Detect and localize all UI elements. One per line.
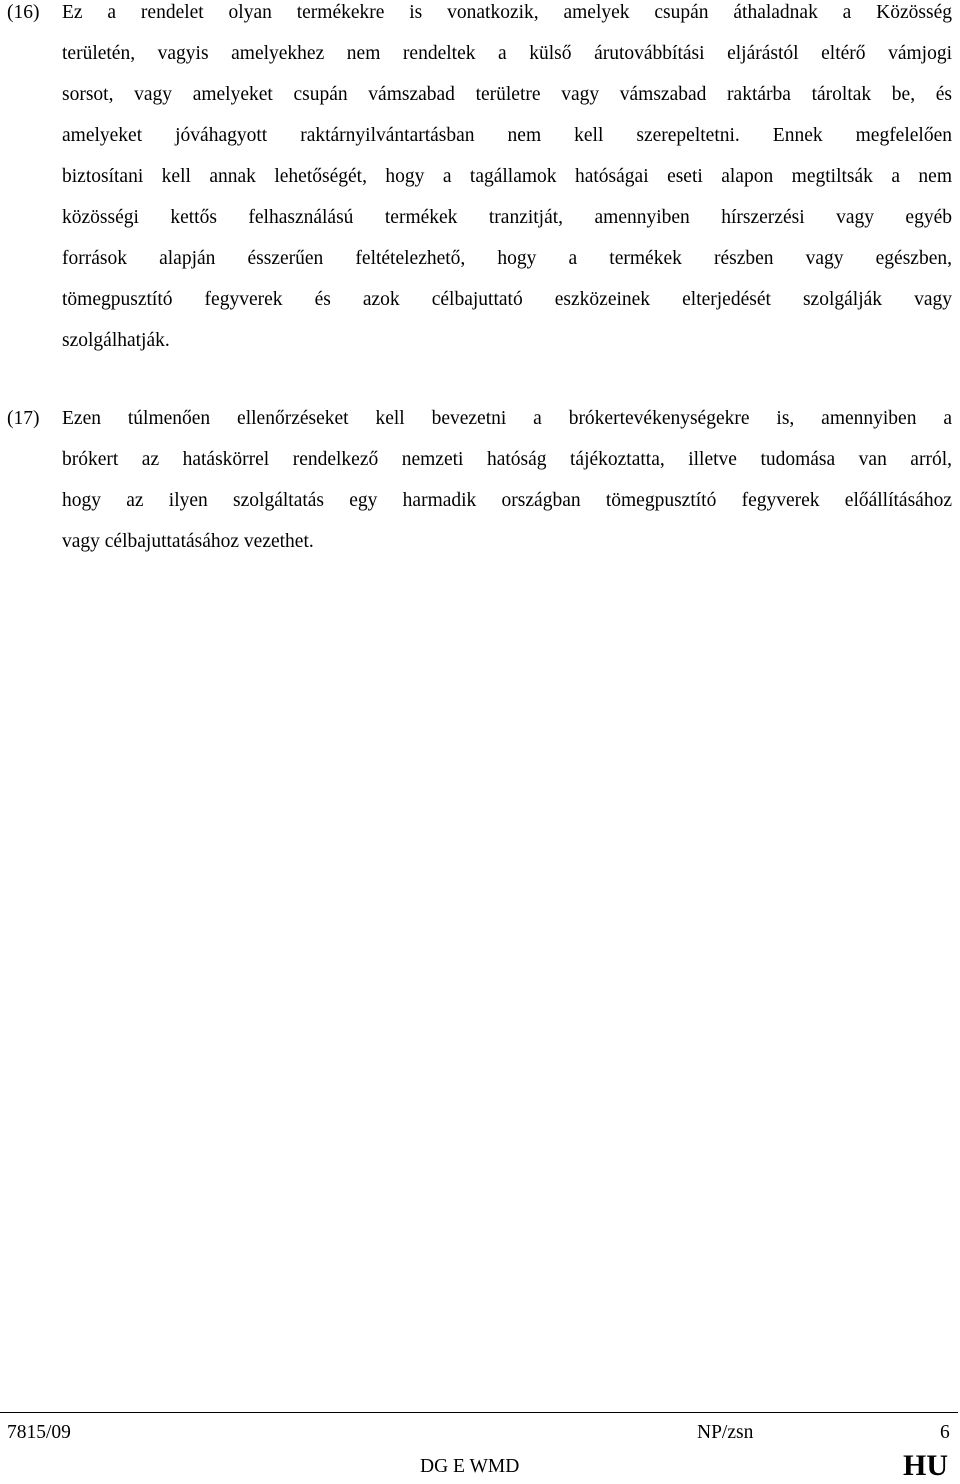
text-line: tömegpusztító fegyverek és azok célbajuttató eszközeinek elterjedését szolgálják vagy (62, 289, 952, 310)
footer-reference: NP/zsn (697, 1422, 754, 1443)
text-line: területén, vagyis amelyekhez nem rendeltek a külső árutovábbítási eljárástól eltérő vámjogi (62, 43, 952, 64)
text-line: Ezen túlmenően ellenőrzéseket kell bevezetni a brókertevékenységekre is, amennyiben a (62, 408, 952, 429)
footer-doc-number: 7815/09 (7, 1422, 71, 1443)
footer-language-code: HU (903, 1449, 948, 1482)
footer-divider (0, 1412, 958, 1413)
text-line: brókert az hatáskörrel rendelkező nemzeti hatóság tájékoztatta, illetve tudomása van arról, (62, 449, 952, 470)
footer-department: DG E WMD (420, 1456, 520, 1477)
text-line: Ez a rendelet olyan termékekre is vonatkozik, amelyek csupán áthaladnak a Közösség (62, 2, 952, 23)
footer-page-number: 6 (940, 1422, 950, 1443)
paragraph-text (62, 398, 952, 562)
text-line: szolgálhatják. (62, 330, 170, 351)
text-line: sorsot, vagy amelyeket csupán vámszabad területre vagy vámszabad raktárba tároltak be, és (62, 84, 952, 105)
paragraph-number: (17) (7, 408, 40, 429)
text-line: biztosítani kell annak lehetőségét, hogy a tagállamok hatóságai eseti alapon megtiltsák a nem (62, 166, 952, 187)
text-line: források alapján ésszerűen feltételezhető, hogy a termékek részben vagy egészben, (62, 248, 952, 269)
text-line: vagy célbajuttatásához vezethet. (62, 531, 314, 552)
paragraph-text (62, 0, 952, 361)
text-line: közösségi kettős felhasználású termékek tranzitját, amennyiben hírszerzési vagy egyéb (62, 207, 952, 228)
paragraph-number: (16) (7, 2, 40, 23)
text-line: hogy az ilyen szolgáltatás egy harmadik országban tömegpusztító fegyverek előállításához (62, 490, 952, 511)
text-line: amelyeket jóváhagyott raktárnyilvántartásban nem kell szerepeltetni. Ennek megfelelően (62, 125, 952, 146)
